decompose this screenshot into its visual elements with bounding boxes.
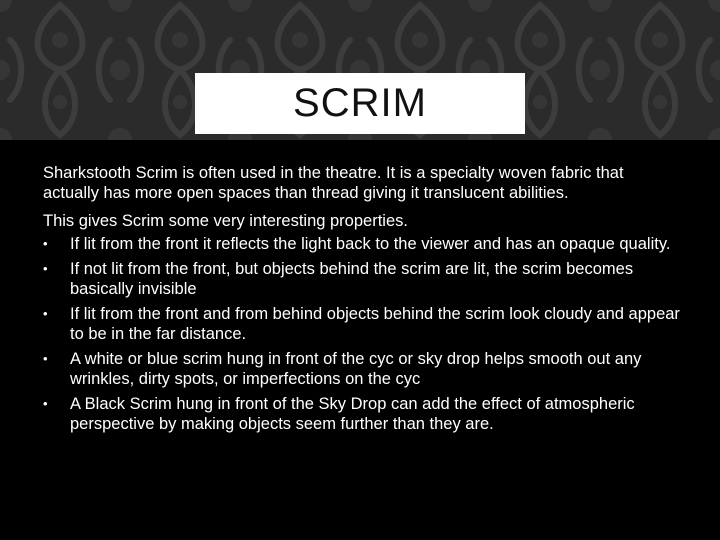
bullet-text: A white or blue scrim hung in front of the cyc or sky drop helps smooth out any wrinkles, dirty spots, or imperfections on the cyc bbox=[70, 350, 642, 388]
bullet-list bbox=[43, 234, 683, 434]
bullet-icon: • bbox=[43, 261, 48, 276]
bullet-icon: • bbox=[43, 351, 48, 366]
list-item bbox=[43, 349, 683, 389]
bullet-icon: • bbox=[43, 236, 48, 251]
bullet-text: If not lit from the front, but objects behind the scrim are lit, the scrim becomes basically invisible bbox=[70, 260, 634, 298]
bullet-text: If lit from the front and from behind objects behind the scrim look cloudy and appear to be in the far distance. bbox=[70, 305, 680, 343]
intro-paragraph: Sharkstooth Scrim is often used in the theatre. It is a specialty woven fabric that actually has more open spaces than thread giving it translucent abilities. bbox=[43, 164, 624, 202]
list-item bbox=[43, 259, 683, 299]
bullet-text: If lit from the front it reflects the light back to the viewer and has an opaque quality. bbox=[70, 235, 671, 253]
title-box bbox=[195, 73, 525, 134]
list-item bbox=[43, 394, 683, 434]
slide-title: SCRIM bbox=[293, 81, 427, 125]
bullet-icon: • bbox=[43, 396, 48, 411]
list-item bbox=[43, 304, 683, 344]
bullet-text: A Black Scrim hung in front of the Sky Drop can add the effect of atmospheric perspective by making objects seem further than they are. bbox=[70, 395, 635, 433]
bullet-icon: • bbox=[43, 306, 48, 321]
list-item bbox=[43, 234, 683, 254]
lead-paragraph: This gives Scrim some very interesting properties. bbox=[43, 212, 408, 230]
slide-body bbox=[43, 163, 683, 439]
